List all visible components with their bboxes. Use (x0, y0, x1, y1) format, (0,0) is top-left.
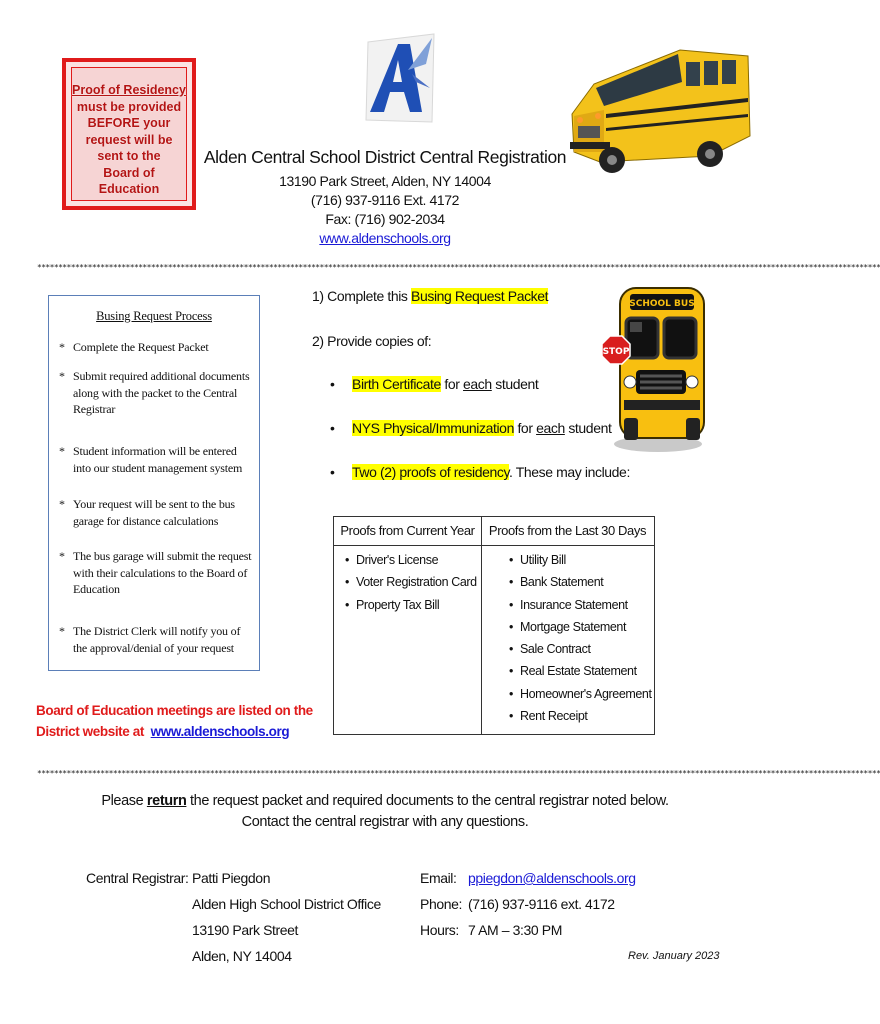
list-item: • Insurance Statement (502, 594, 652, 616)
residency-notice-text (72, 82, 186, 198)
list-item: • Real Estate Statement (502, 660, 652, 682)
list-item: • Driver's License (338, 549, 477, 571)
step1-text: 1) Complete this (312, 288, 408, 304)
process-item: * Your request will be sent to the bus garage for distance calculations (59, 496, 254, 529)
process-title: Busing Request Process (96, 309, 212, 323)
process-item: * Student information will be entered into our student management system (59, 443, 254, 476)
star-divider: ******************************************************************************************************************************************************************************************************** (37, 769, 880, 778)
svg-text:STOP: STOP (602, 347, 630, 357)
process-item-text: Student information will be entered into our student management system (73, 444, 243, 475)
busing-process-box (48, 295, 260, 671)
board-meetings-notice (36, 700, 326, 742)
requirement-text: for (513, 420, 537, 436)
requirement-birth-certificate (330, 376, 538, 392)
requirement-highlight: Two (2) proofs of residency (352, 464, 510, 480)
list-item: • Mortgage Statement (502, 616, 652, 638)
requirement-each: each (463, 376, 492, 392)
proofs-table (333, 516, 655, 735)
table-divider (481, 517, 482, 734)
bullet-icon: • (330, 420, 335, 436)
requirement-text: student (564, 420, 612, 436)
page-title: Alden Central School District Central Registration (203, 147, 567, 167)
registrar-details (192, 865, 381, 969)
list-item: • Voter Registration Card (338, 571, 477, 593)
step1-highlight: Busing Request Packet (411, 288, 549, 304)
list-item: • Utility Bill (502, 549, 652, 571)
header-fax: Fax: (716) 902-2034 (325, 211, 445, 227)
process-item-text: The District Clerk will notify you of the approval/denial of your request (73, 624, 241, 655)
return-instructions (0, 791, 770, 833)
phone-label: Phone: (420, 896, 462, 912)
process-item-text: Submit required additional documents along with the packet to the Central Registrar (73, 369, 250, 416)
registrar-street: 13190 Park Street (192, 922, 299, 938)
requirement-highlight: NYS Physical/Immunization (352, 420, 514, 436)
list-item: • Property Tax Bill (338, 594, 477, 616)
last-30-days-list (502, 549, 652, 727)
board-website-link[interactable]: www.aldenschools.org (150, 724, 290, 739)
list-item: • Homeowner's Agreement (502, 683, 652, 705)
school-bus-image (560, 44, 755, 194)
process-item: * The bus garage will submit the request with their calculations to the Board of Education (59, 548, 254, 598)
table-header-last-30-days: Proofs from the Last 30 Days (481, 517, 654, 546)
hours-label: Hours: (420, 922, 459, 938)
header-address: 13190 Park Street, Alden, NY 14004 (279, 173, 491, 189)
registrar-city: Alden, NY 14004 (192, 948, 292, 964)
notice-line: Board of Education (98, 165, 160, 196)
instruction-text: the request packet and required documents to the central registrar noted below. (186, 793, 669, 809)
requirement-residency (330, 464, 630, 480)
notice-line: BEFORE your (87, 116, 171, 130)
revision-date: Rev. January 2023 (628, 950, 720, 962)
step-1 (312, 288, 548, 304)
process-item: * Complete the Request Packet (59, 339, 254, 356)
bullet-icon: • (330, 464, 335, 480)
process-item: * The District Clerk will notify you of the approval/denial of your request (59, 623, 254, 656)
requirement-text: student (491, 376, 539, 392)
table-header-current-year: Proofs from Current Year (334, 517, 481, 546)
residency-notice-inner (71, 67, 187, 201)
process-item-text: The bus garage will submit the request with their calculations to the Board of Education (73, 549, 252, 596)
process-item: * Submit required additional documents along with the packet to the Central Registrar (59, 368, 254, 418)
board-notice-text: Board of Education meetings are listed on the District website at (36, 703, 313, 739)
requirement-highlight: Birth Certificate (352, 376, 441, 392)
notice-line: must be provided (76, 99, 182, 114)
list-item: • Sale Contract (502, 638, 652, 660)
email-label: Email: (420, 870, 457, 886)
instruction-text: Please (101, 793, 147, 809)
star-divider: ******************************************************************************************************************************************************************************************************** (37, 263, 880, 272)
requirement-text: . These may include: (509, 464, 630, 480)
registrar-office: Alden High School District Office (192, 896, 381, 912)
list-item: • Rent Receipt (502, 705, 652, 727)
email-link[interactable]: ppiegdon@aldenschools.org (468, 870, 636, 886)
hours-value: 7 AM – 3:30 PM (468, 922, 563, 938)
svg-text:SCHOOL BUS: SCHOOL BUS (629, 299, 695, 309)
contact-values (468, 865, 636, 943)
residency-notice (62, 58, 196, 210)
process-item-text: Your request will be sent to the bus garage for distance calculations (73, 497, 235, 528)
list-item: • Bank Statement (502, 571, 652, 593)
step-2: 2) Provide copies of: (312, 333, 432, 349)
website-link[interactable]: www.aldenschools.org (319, 230, 451, 246)
notice-line: request will be (85, 132, 173, 147)
current-year-list (338, 549, 477, 616)
instruction-return: return (146, 793, 187, 809)
cartoon-bus-image (596, 284, 708, 456)
notice-line: Proof of Residency (72, 83, 186, 97)
bullet-icon: • (330, 376, 335, 392)
registrar-label: Central Registrar: (86, 870, 189, 886)
registrar-name: Patti Piegdon (192, 870, 271, 886)
requirement-physical (330, 420, 611, 436)
contact-instruction: Contact the central registrar with any questions. (241, 814, 529, 830)
requirement-each: each (536, 420, 565, 436)
district-header (200, 145, 570, 248)
header-phone: (716) 937-9116 Ext. 4172 (310, 192, 460, 208)
process-item-text: Complete the Request Packet (73, 340, 209, 354)
district-logo (360, 30, 440, 125)
requirement-text: for (440, 376, 464, 392)
contact-labels (420, 865, 462, 943)
notice-line: sent to the (97, 149, 161, 163)
phone-value: (716) 937-9116 ext. 4172 (468, 896, 615, 912)
